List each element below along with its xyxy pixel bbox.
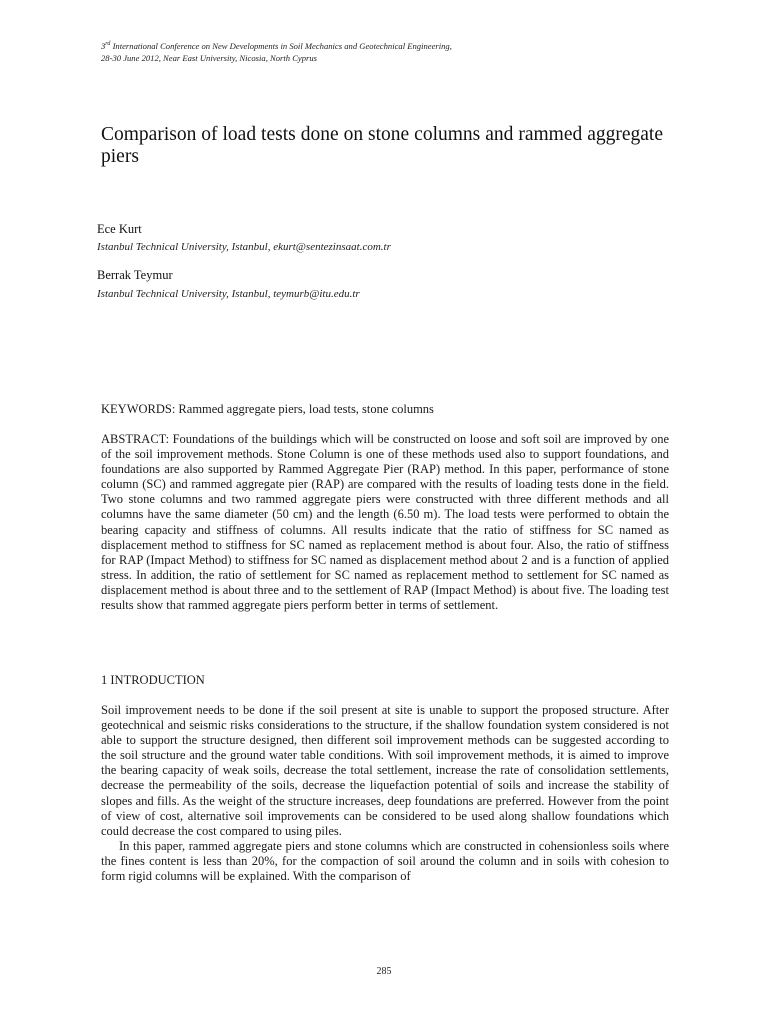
author-affiliation-1: Istanbul Technical University, Istanbul, ekurt@sentezinsaat.com.tr <box>97 241 391 253</box>
introduction-body <box>101 703 669 884</box>
conference-line-1: 3rd International Conference on New Developments in Soil Mechanics and Geotechnical Engineering, <box>101 41 452 51</box>
author-affiliation-2: Istanbul Technical University, Istanbul, teymurb@itu.edu.tr <box>97 288 360 300</box>
keywords: KEYWORDS: Rammed aggregate piers, load tests, stone columns <box>101 402 434 416</box>
ordinal-suffix: rd <box>105 41 111 47</box>
author-name-1: Ece Kurt <box>97 222 142 236</box>
author-name-2: Berrak Teymur <box>97 268 173 282</box>
conference-header <box>101 40 661 64</box>
intro-paragraph-1: Soil improvement needs to be done if the soil present at site is unable to support the proposed structure. After geotechnical and seismic risks considerations to the structure, if the shallow foundation system considered is not able to support the structure designed, then different soil improvement methods can be suggested according to the soil structure and the ground water table conditions. With soil improvement methods, it is aimed to improve the bearing capacity of weak soils, decrease the total settlement, increase the rate of consolidation settlements, decrease the permeability of the soils, decrease the liquefaction potential of soils and increase the stability of slopes and fills. As the weight of the structure increases, deep foundations are preferred. However from the point of view of cost, alternative soil improvements can be considered to be used along shallow foundations which could decrease the cost compared to using piles. <box>101 703 669 838</box>
intro-paragraph-2: In this paper, rammed aggregate piers and stone columns which are constructed in cohensionless soils where the fines content is less than 20%, for the compaction of soil around the column and in soils with cohesion to form rigid columns will be explained. With the comparison of <box>101 838 669 884</box>
abstract: ABSTRACT: Foundations of the buildings which will be constructed on loose and soft soil are improved by one of the soil improvement methods. Stone Column is one of these methods used also to support foundations, and foundations are also supported by Rammed Aggregate Pier (RAP) method. In this paper, performance of stone column (SC) and rammed aggregate pier (RAP) are compared with the results of loading tests done in the field. Two stone columns and two rammed aggregate piers were constructed with three different methods and all columns have the same diameter (50 cm) and the length (6.50 m). The load tests were performed to obtain the bearing capacity and stiffness of columns. All results indicate that the ratio of stiffness for SC named as displacement method to stiffness for SC named as replacement method is about four. Also, the ratio of stiffness for RAP (Impact Method) to stiffness for SC named as displacement method about 2 and is a function of applied stress. In addition, the ratio of settlement for SC named as replacement method to settlement for SC named as displacement method is about three and to the settlement of RAP (Impact Method) is about five. The loading test results show that rammed aggregate piers perform better in terms of settlement. <box>101 432 669 613</box>
conference-line-2: 28-30 June 2012, Near East University, Nicosia, North Cyprus <box>101 53 318 63</box>
page-number: 285 <box>376 966 392 977</box>
section-heading-introduction: 1 INTRODUCTION <box>101 673 205 687</box>
paper-title: Comparison of load tests done on stone columns and rammed aggregate piers <box>101 124 663 167</box>
